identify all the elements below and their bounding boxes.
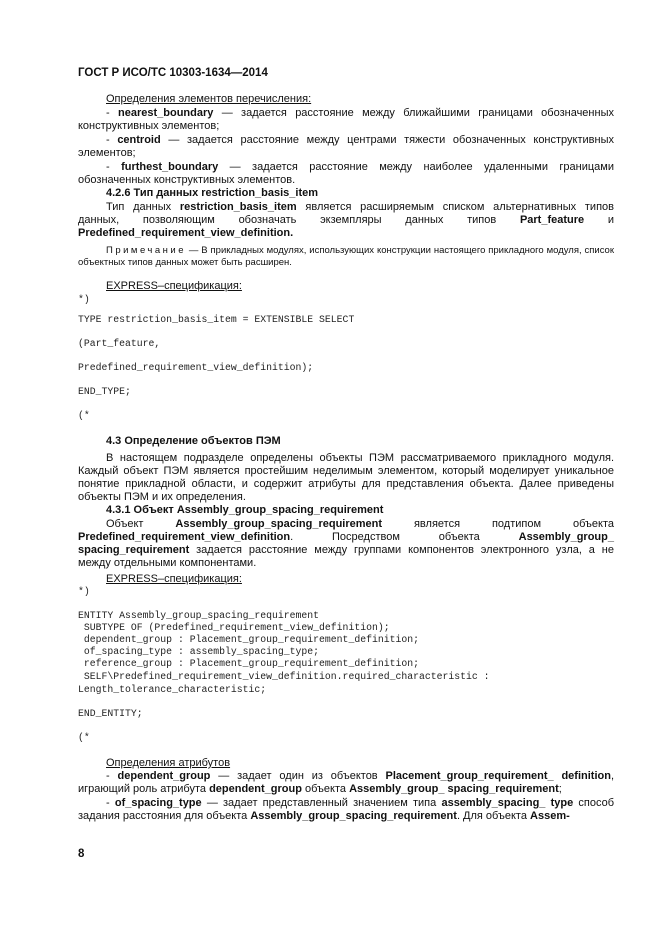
code-line: ENTITY Assembly_group_spacing_requirement <box>78 610 320 621</box>
code-line: of_spacing_type : assembly_spacing_type; <box>78 646 320 657</box>
note: Примечание — В прикладных модулях, использующих конструкции настоящего прикладного модуля, список объектных типов данных может быть расширен. <box>78 245 614 268</box>
code-line: (Part_feature, <box>78 338 161 349</box>
code-line: SELF\Predefined_requirement_view_definition.required_characteristic : <box>78 671 490 682</box>
enum-title <box>78 93 614 106</box>
enum-item-furthest-boundary: - furthest_boundary — задается расстояние между наиболее удаленными границами обозначенных конструктивных элементов. <box>78 161 614 186</box>
attr-of-spacing-type: - of_spacing_type — задает представленный значением типа assembly_spacing_ type способ задания расстояния для объекта Assembly_group_spacing_requirement. Для объекта Assem- <box>78 797 614 822</box>
section-4-2-6-paragraph: Тип данных restriction_basis_item является расширяемым списком альтернативных типов данных, позволяющим обозначать экземпляры данных типов Part_feature и Predefined_requirement_view_definition. <box>78 201 615 239</box>
code-line: Predefined_requirement_view_definition); <box>78 362 314 373</box>
attr-dependent-group: - dependent_group — задает один из объектов Placement_group_requirement_ definition, играющий роль атрибута dependent_group объекта Assembly_group_ spacing_requirement; <box>78 770 615 795</box>
code-line: TYPE restriction_basis_item = EXTENSIBLE SELECT <box>78 314 355 325</box>
section-4-3-paragraph: В настоящем подразделе определены объекты ПЭМ рассматриваемого прикладного модуля. Каждый объект ПЭМ является простейшим неделимым элементом, который моделирует уникальное понятие прикладной области, и содержит атрибуты для представления объекта. Далее приведены объекты ПЭМ и их определения. <box>78 452 614 503</box>
section-heading-4-3: 4.3 Определение объектов ПЭМ <box>106 435 281 447</box>
section-4-3-1-paragraph: Объект Assembly_group_spacing_requirement является подтипом объекта Predefined_requirement_view_definition. Посредством объекта Assembly_group_ spacing_requirement задается расстояние между группами компонентов электронного узла, а не между отдельными компонентами. <box>78 518 614 569</box>
section-heading-4-2-6: 4.2.6 Тип данных restriction_basis_item <box>106 187 319 199</box>
enum-item-nearest-boundary: - nearest_boundary — задается расстояние между ближайшими границами обозначенных конструктивных элементов; <box>78 107 614 132</box>
express-label-1: EXPRESS–спецификация: <box>106 280 242 292</box>
code-line: END_TYPE; <box>78 386 131 397</box>
code-line: reference_group : Placement_group_requirement_definition; <box>78 658 419 669</box>
term: centroid <box>117 134 161 146</box>
document-header: ГОСТ Р ИСО/ТС 10303-1634—2014 <box>78 67 268 79</box>
code-line: (* <box>78 732 90 743</box>
code-line: (* <box>78 410 90 421</box>
code-line: dependent_group : Placement_group_requirement_definition; <box>78 634 419 645</box>
code-line: END_ENTITY; <box>78 708 143 719</box>
page-number: 8 <box>78 848 85 860</box>
attr-title: Определения атрибутов <box>106 757 231 769</box>
enum-item-centroid: - centroid — задается расстояние между центрами тяжести обозначенных конструктивных элементов; <box>78 134 614 159</box>
code-line: SUBTYPE OF (Predefined_requirement_view_definition); <box>78 622 390 633</box>
code-line: Length_tolerance_characteristic; <box>78 684 267 695</box>
code-line: *) <box>78 294 90 305</box>
code-line: *) <box>78 586 90 597</box>
term: nearest_boundary <box>118 107 214 119</box>
enum-title-text: Определения элементов перечисления: <box>106 93 312 105</box>
term: furthest_boundary <box>121 161 219 173</box>
note-label: Примечание <box>106 245 186 256</box>
express-label-2: EXPRESS–спецификация: <box>106 573 242 585</box>
section-heading-4-3-1: 4.3.1 Объект Assembly_group_spacing_requirement <box>106 504 384 516</box>
